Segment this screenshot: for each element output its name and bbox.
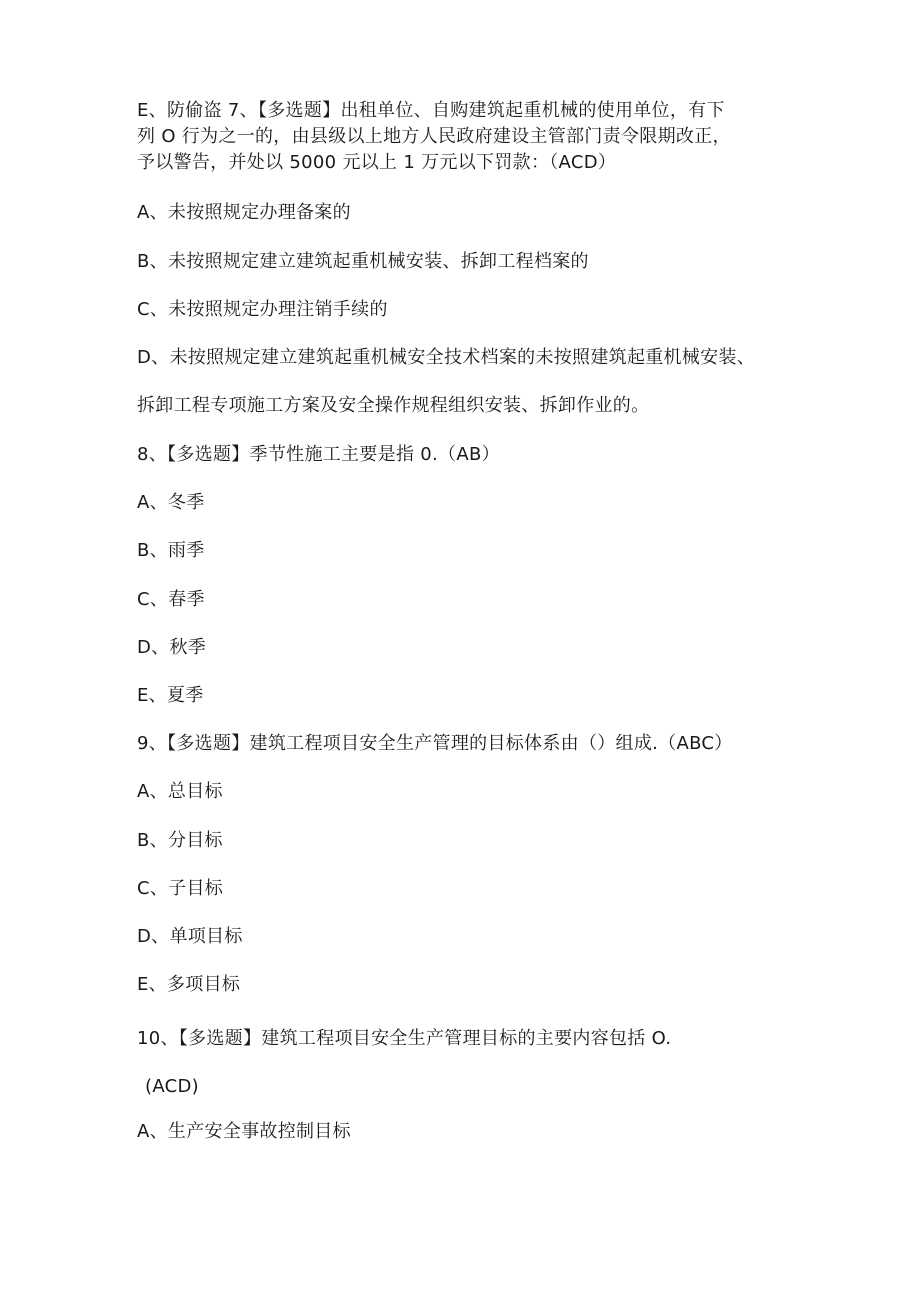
question-8-stem: 8、【多选题】季节性施工主要是指 0.（AB） [137,444,500,465]
question-8-option-b: B、雨季 [137,540,205,561]
question-10-option-a: A、生产安全事故控制目标 [137,1121,351,1142]
question-9-option-e: E、多项目标 [137,974,241,995]
question-7-stem [137,98,797,176]
question-7-line-1: E、防偷盗 7、【多选题】出租单位、自购建筑起重机械的使用单位，有下 [137,100,725,121]
question-8-option-c: C、春季 [137,589,205,610]
question-7-option-d-line-2: 拆卸工程专项施工方案及安全操作规程组织安装、拆卸作业的。 [137,395,650,416]
question-8-option-a: A、冬季 [137,492,205,513]
question-10-answer: (ACD) [145,1076,199,1097]
question-9-option-b: B、分目标 [137,830,223,851]
question-9-option-d: D、单项目标 [137,926,243,947]
question-8-option-d: D、秋季 [137,637,207,658]
question-9-option-c: C、子目标 [137,878,224,899]
question-7-option-d-line-1: D、未按照规定建立建筑起重机械安全技术档案的未按照建筑起重机械安装、 [137,347,756,368]
question-10-stem: 10、【多选题】建筑工程项目安全生产管理目标的主要内容包括 O. [137,1028,672,1049]
question-7-option-b: B、未按照规定建立建筑起重机械安装、拆卸工程档案的 [137,251,589,272]
question-7-option-c: C、未按照规定办理注销手续的 [137,299,388,320]
question-8-option-e: E、夏季 [137,685,204,706]
question-9-option-a: A、总目标 [137,781,223,802]
question-7-line-2: 列 O 行为之一的，由县级以上地方人民政府建设主管部门责令限期改正， [137,126,731,147]
question-7-line-3: 予以警告，并处以 5000 元以上 1 万元以下罚款：（ACD） [137,152,617,173]
question-7-option-a: A、未按照规定办理备案的 [137,202,351,223]
question-9-stem: 9、【多选题】建筑工程项目安全生产管理的目标体系由（）组成.（ABC） [137,733,733,754]
